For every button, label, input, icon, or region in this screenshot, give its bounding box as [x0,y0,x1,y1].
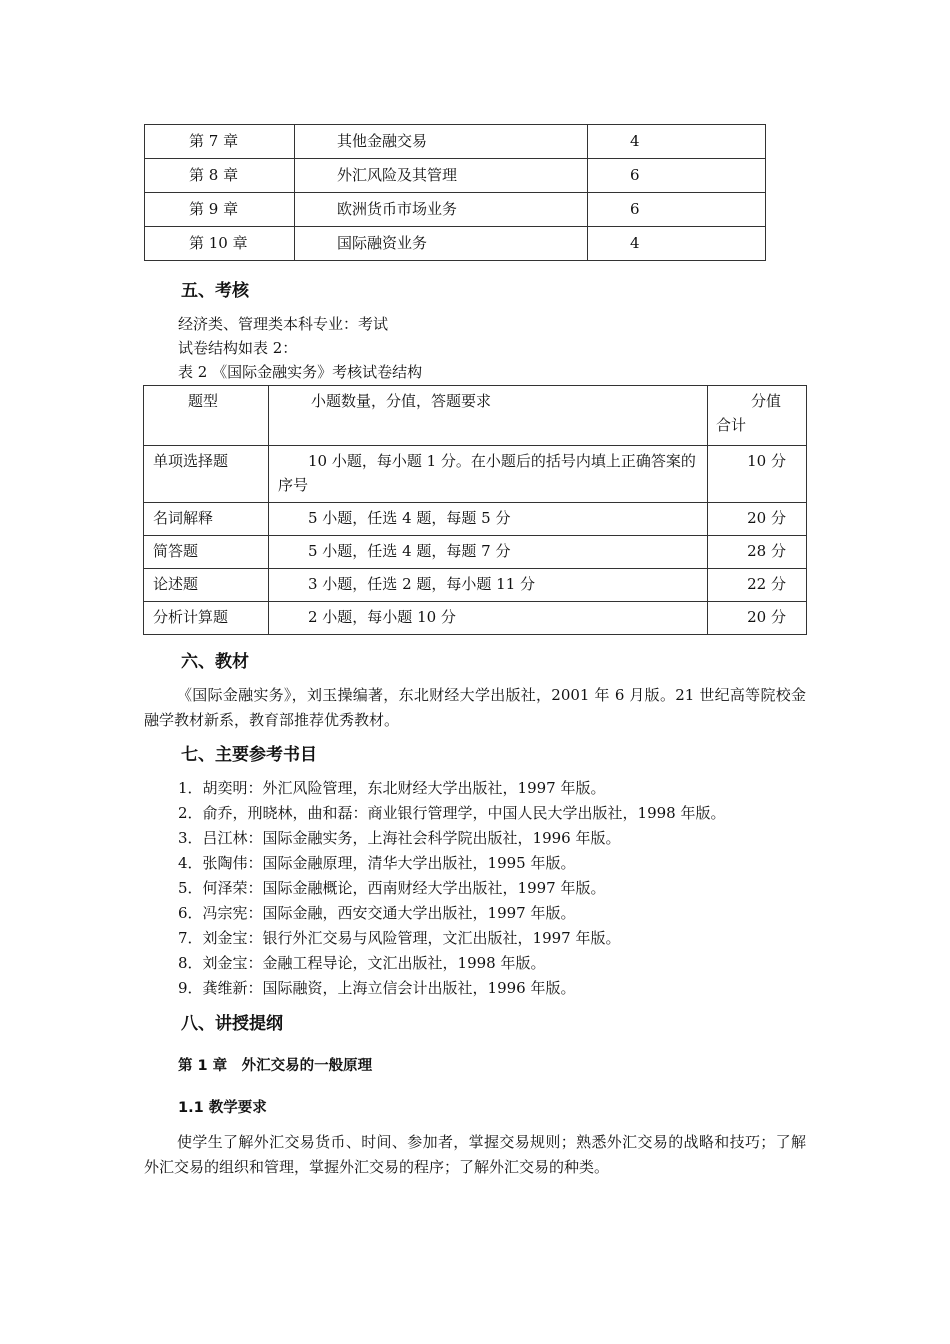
question-desc-cell: 5 小题，任选 4 题，每题 5 分 [269,503,708,536]
header-desc: 小题数量，分值，答题要求 [269,386,708,446]
list-item: 3．吕江林：国际金融实务，上海社会科学院出版社，1996 年版。 [178,829,621,847]
section-7-heading: 七、主要参考书目 [181,745,317,765]
chapter-title-cell: 外汇风险及其管理 [295,159,588,193]
chapter-cell: 第 8 章 [145,159,295,193]
hours-cell: 6 [588,193,766,227]
exam-structure-intro: 试卷结构如表 2： [178,339,298,357]
score-cell: 28 分 [708,536,807,569]
chapter-cell: 第 10 章 [145,227,295,261]
teaching-requirements-title: 1.1 教学要求 [178,1100,267,1116]
header-score [708,386,807,446]
score-cell: 22 分 [708,569,807,602]
list-item: 4．张陶伟：国际金融原理，清华大学出版社，1995 年版。 [178,854,576,872]
question-type-cell: 简答题 [144,536,269,569]
table-row [145,193,766,227]
question-desc-cell: 3 小题，任选 2 题，每小题 11 分 [269,569,708,602]
header-score-line1: 分值 [751,392,782,410]
hours-cell: 6 [588,159,766,193]
table-header-row [144,386,807,446]
header-score-line2: 合计 [716,416,747,434]
question-desc-cell: 5 小题，任选 4 题，每题 7 分 [269,536,708,569]
list-item: 7．刘金宝：银行外汇交易与风险管理，文汇出版社，1997 年版。 [178,929,621,947]
list-item: 5．何泽荣：国际金融概论，西南财经大学出版社，1997 年版。 [178,879,606,897]
hours-cell: 4 [588,125,766,159]
table-row [145,159,766,193]
list-item: 9．龚维新：国际融资，上海立信会计出版社，1996 年版。 [178,979,576,997]
teaching-requirements-paragraph: 使学生了解外汇交易货币、时间、参加者，掌握交易规则；熟悉外汇交易的战略和技巧；了解外汇交易的组织和管理，掌握外汇交易的程序；了解外汇交易的种类。 [144,1133,806,1176]
table-caption: 表 2 《国际金融实务》考核试卷结构 [178,363,423,381]
question-desc-cell: 10 小题，每小题 1 分。在小题后的括号内填上正确答案的序号 [269,446,708,503]
chapter-hours-table [144,124,766,261]
table-row [144,602,807,635]
table-row [144,446,807,503]
textbook-paragraph: 《国际金融实务》，刘玉操编著，东北财经大学出版社，2001 年 6 月版。21 世纪高等院校金融学教材新系，教育部推荐优秀教材。 [144,686,806,729]
chapter-cell: 第 9 章 [145,193,295,227]
section-6-heading: 六、教材 [181,652,249,672]
section-5-heading: 五、考核 [181,281,249,301]
header-type: 题型 [144,386,269,446]
section-8-heading: 八、讲授提纲 [181,1014,283,1034]
assessment-method: 经济类、管理类本科专业：考试 [178,315,389,333]
question-desc-cell: 2 小题，每小题 10 分 [269,602,708,635]
list-item: 6．冯宗宪：国际金融，西安交通大学出版社，1997 年版。 [178,904,576,922]
list-item: 1．胡奕明：外汇风险管理，东北财经大学出版社，1997 年版。 [178,779,606,797]
question-type-cell: 名词解释 [144,503,269,536]
chapter-title-cell: 欧洲货币市场业务 [295,193,588,227]
question-type-cell: 分析计算题 [144,602,269,635]
question-type-cell: 单项选择题 [144,446,269,503]
table-row [145,227,766,261]
chapter-title-cell: 国际融资业务 [295,227,588,261]
list-item: 8．刘金宝：金融工程导论，文汇出版社，1998 年版。 [178,954,546,972]
hours-cell: 4 [588,227,766,261]
table-row [144,569,807,602]
score-cell: 10 分 [708,446,807,503]
table-row [145,125,766,159]
chapter-1-title: 第 1 章 外汇交易的一般原理 [178,1058,373,1074]
score-cell: 20 分 [708,503,807,536]
table-row [144,536,807,569]
question-type-cell: 论述题 [144,569,269,602]
table-row [144,503,807,536]
list-item: 2．俞乔，刑晓林，曲和磊：商业银行管理学，中国人民大学出版社，1998 年版。 [178,804,726,822]
exam-structure-table [143,385,807,635]
reference-list [178,776,726,1001]
chapter-cell: 第 7 章 [145,125,295,159]
chapter-title-cell: 其他金融交易 [295,125,588,159]
score-cell: 20 分 [708,602,807,635]
